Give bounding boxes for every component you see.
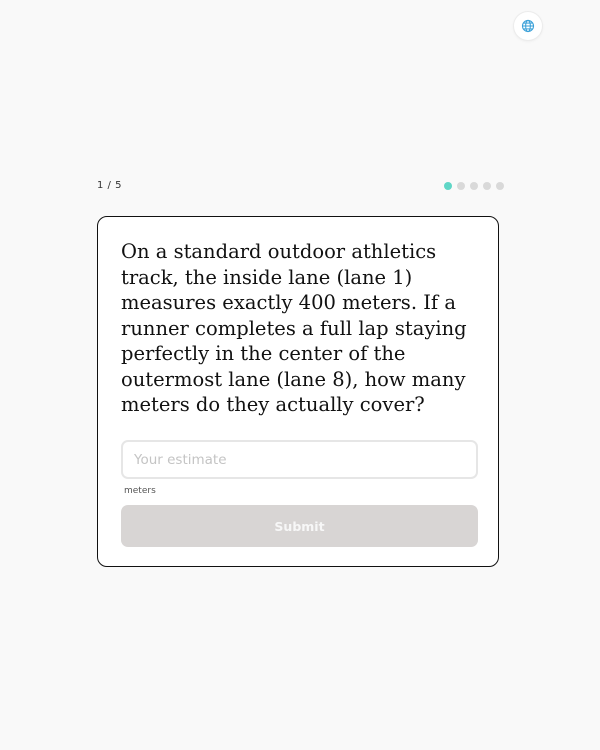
language-button[interactable]	[514, 12, 542, 40]
submit-button[interactable]: Submit	[121, 505, 478, 547]
progress-dot	[457, 182, 465, 190]
progress-dot	[496, 182, 504, 190]
question-card	[97, 216, 499, 567]
unit-label: meters	[124, 486, 156, 496]
progress-dot	[444, 182, 452, 190]
progress-dots	[444, 182, 504, 190]
question-text: On a standard outdoor athletics track, the inside lane (lane 1) measures exactly 400 meters. If a runner completes a full lap staying perfectly in the center of the outermost lane (lane 8), how many meters do they actually cover?	[121, 240, 467, 416]
globe-icon	[521, 19, 535, 33]
estimate-input[interactable]	[121, 440, 478, 479]
progress-counter: 1 / 5	[97, 180, 122, 191]
progress-dot	[470, 182, 478, 190]
progress-dot	[483, 182, 491, 190]
